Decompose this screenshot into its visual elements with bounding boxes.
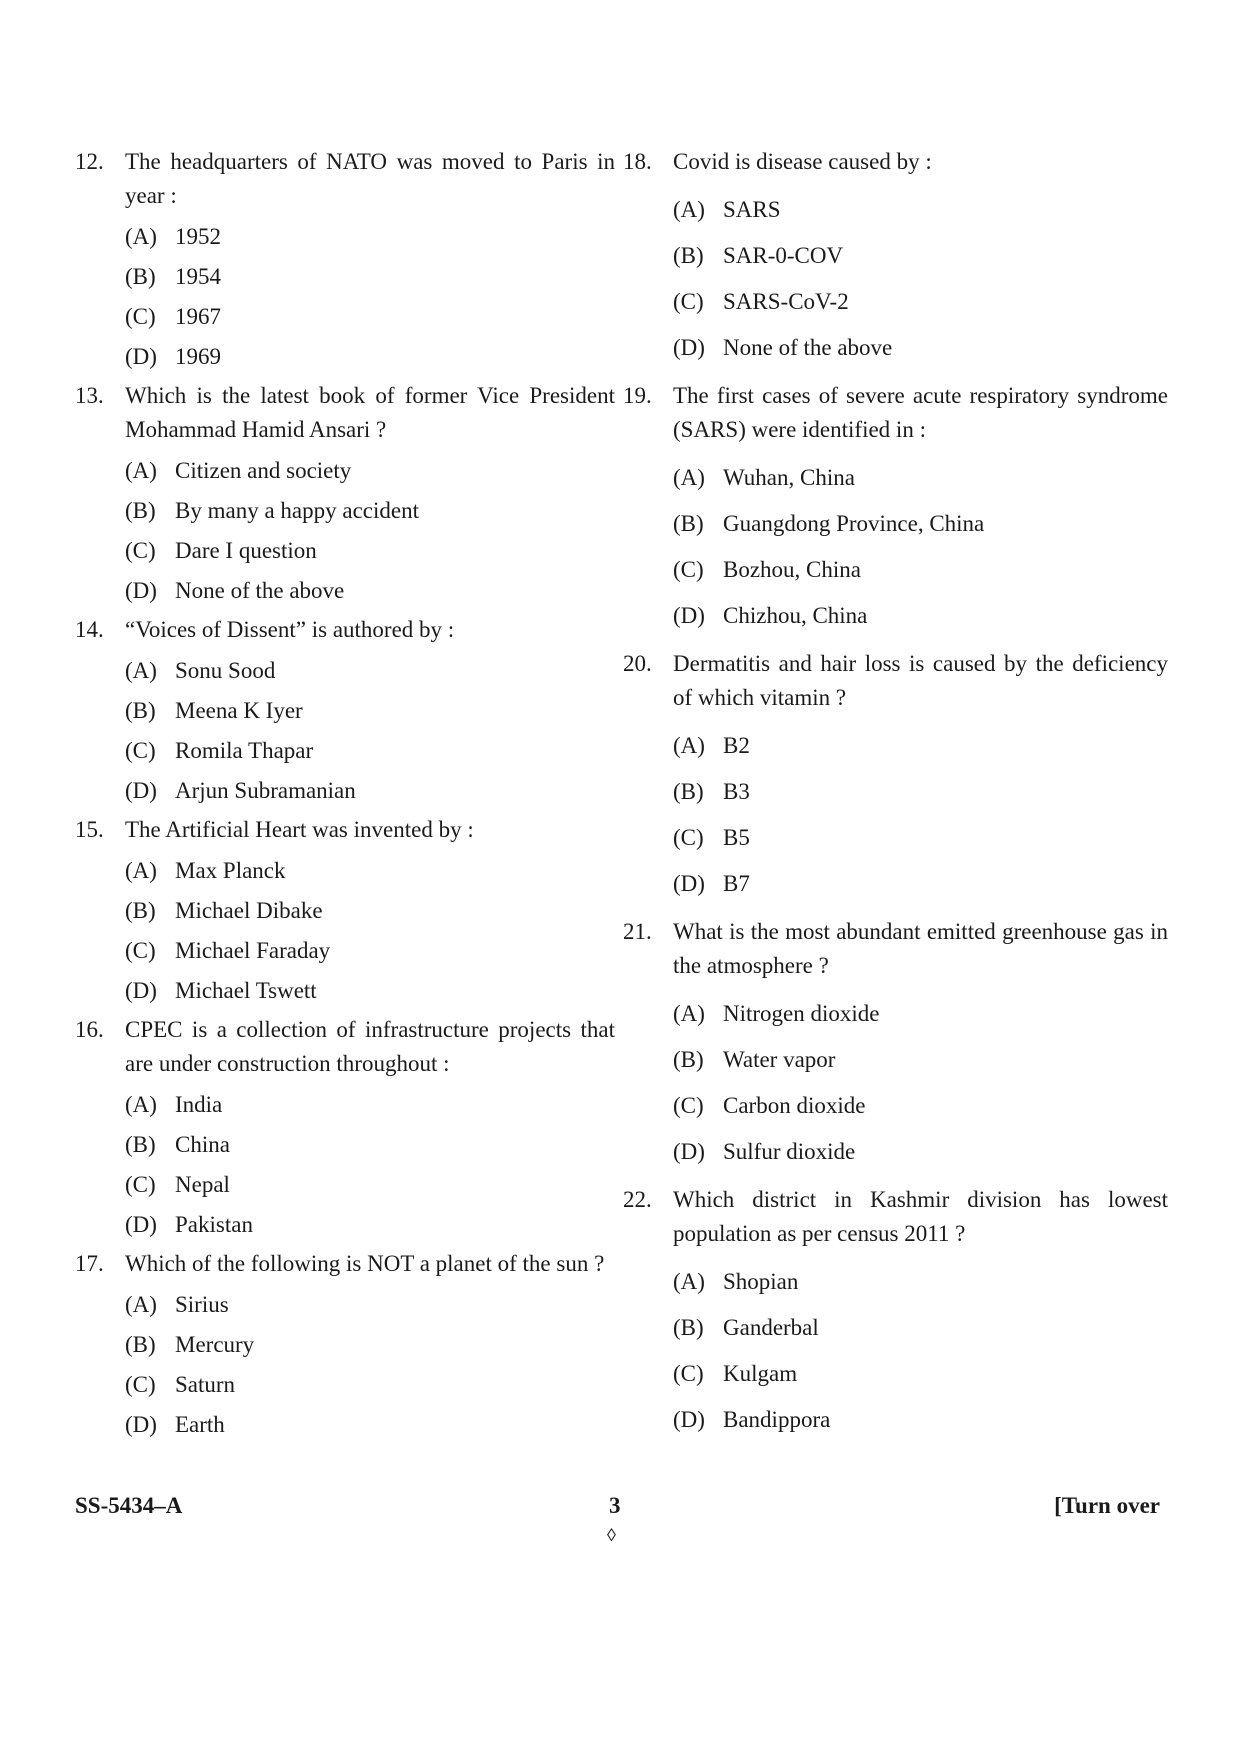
option-text: Earth [175,1412,225,1437]
option-label: (A) [673,733,705,758]
question-text: Which is the latest book of former Vice President Mohammad Hamid Ansari ? [125,383,615,442]
option-d [673,861,1168,907]
option-b [673,769,1168,815]
option-text: Shopian [723,1269,799,1294]
question-12 [75,145,615,377]
option-d [125,971,615,1011]
option-label: (D) [673,1407,705,1432]
option-label: (B) [673,1047,704,1072]
question-text: The Artificial Heart was invented by : [125,817,474,842]
option-label: (C) [673,1361,704,1386]
option-b [673,501,1168,547]
option-text: Sulfur dioxide [723,1139,856,1164]
option-text: Nepal [175,1172,230,1197]
option-text: Dare I question [175,538,317,563]
option-label: (C) [673,557,704,582]
option-label: (A) [673,1001,705,1026]
question-17 [75,1247,615,1445]
question-text: Which district in Kashmir division has lowest population as per census 2011 ? [673,1187,1168,1246]
option-c [673,279,1168,325]
option-label: (C) [673,289,704,314]
paper-code: SS-5434–A [75,1493,183,1518]
option-b [125,691,615,731]
question-number: 21. [623,919,652,944]
option-text: None of the above [175,578,345,603]
option-label: (A) [125,858,157,883]
turn-over-label: [Turn over [1054,1493,1160,1518]
question-number: 17. [75,1251,104,1276]
question-22 [623,1183,1168,1443]
option-label: (D) [125,344,157,369]
option-text: 1954 [175,264,221,289]
option-list [623,991,1168,1175]
option-label: (C) [673,825,704,850]
option-label: (C) [125,1172,156,1197]
option-label: (C) [125,538,156,563]
option-text: Kulgam [723,1361,798,1386]
option-a [125,651,615,691]
option-b [125,891,615,931]
question-number: 15. [75,817,104,842]
option-text: Saturn [175,1372,236,1397]
option-c [673,815,1168,861]
option-label: (C) [125,1372,156,1397]
question-18 [623,145,1168,371]
option-text: Ganderbal [723,1315,819,1340]
option-text: Chizhou, China [723,603,868,628]
option-label: (B) [125,498,156,523]
option-c [125,531,615,571]
option-a [673,187,1168,233]
option-text: Michael Faraday [175,938,331,963]
question-number: 12. [75,149,104,174]
question-text: The headquarters of NATO was moved to Paris in year : [125,149,615,208]
option-label: (B) [125,264,156,289]
question-text: Which of the following is NOT a planet of the sun ? [125,1251,605,1276]
question-13 [75,379,615,611]
option-a [125,1085,615,1125]
option-text: Pakistan [175,1212,253,1237]
option-label: (D) [125,1412,157,1437]
option-label: (D) [125,578,157,603]
option-c [673,1083,1168,1129]
option-text: China [175,1132,230,1157]
option-text: Max Planck [175,858,286,883]
option-text: Citizen and society [175,458,352,483]
option-list [623,187,1168,371]
option-label: (A) [125,658,157,683]
option-text: Water vapor [723,1047,836,1072]
question-number: 18. [623,149,652,174]
option-text: Michael Dibake [175,898,323,923]
option-text: 1952 [175,224,221,249]
question-15 [75,813,615,1011]
option-a [673,723,1168,769]
option-list [75,451,615,611]
option-b [125,1325,615,1365]
option-text: SAR-0-COV [723,243,844,268]
option-label: (A) [125,224,157,249]
option-text: Bandippora [723,1407,831,1432]
option-label: (A) [125,458,157,483]
option-a [673,991,1168,1037]
option-label: (B) [125,898,156,923]
option-label: (A) [673,197,705,222]
option-text: B7 [723,871,750,896]
option-label: (B) [673,779,704,804]
option-label: (B) [673,243,704,268]
option-text: SARS [723,197,781,222]
option-text: Sonu Sood [175,658,276,683]
option-text: Wuhan, China [723,465,855,490]
option-text: 1969 [175,344,221,369]
option-list [75,1285,615,1445]
question-number: 13. [75,383,104,408]
option-b [125,257,615,297]
option-b [673,233,1168,279]
option-text: SARS-CoV-2 [723,289,849,314]
option-text: 1967 [175,304,221,329]
option-b [125,1125,615,1165]
option-a [673,455,1168,501]
option-label: (A) [673,465,705,490]
option-d [125,337,615,377]
option-text: B2 [723,733,750,758]
question-text: Dermatitis and hair loss is caused by the deficiency of which vitamin ? [673,651,1168,710]
diamond-icon: ◊ [607,1525,616,1545]
option-text: B5 [723,825,750,850]
option-label: (B) [673,1315,704,1340]
option-text: Romila Thapar [175,738,314,763]
option-text: Nitrogen dioxide [723,1001,880,1026]
option-c [125,1165,615,1205]
option-d [673,1129,1168,1175]
option-c [125,731,615,771]
page-number: 3 [609,1493,621,1518]
question-number: 20. [623,651,652,676]
question-text: What is the most abundant emitted greenhouse gas in the atmosphere ? [673,919,1168,978]
option-label: (D) [673,1139,705,1164]
option-text: Michael Tswett [175,978,317,1003]
option-label: (A) [673,1269,705,1294]
option-label: (B) [125,698,156,723]
option-label: (B) [125,1132,156,1157]
option-c [125,297,615,337]
question-number: 14. [75,617,104,642]
option-label: (C) [125,938,156,963]
option-a [125,217,615,257]
option-list [623,723,1168,907]
option-label: (D) [673,603,705,628]
option-label: (B) [673,511,704,536]
option-text: Arjun Subramanian [175,778,356,803]
option-c [673,547,1168,593]
question-number: 22. [623,1187,652,1212]
option-label: (A) [125,1292,157,1317]
option-label: (A) [125,1092,157,1117]
question-20 [623,647,1168,907]
option-text: Bozhou, China [723,557,861,582]
option-d [125,1405,615,1445]
option-label: (C) [673,1093,704,1118]
option-text: India [175,1092,223,1117]
option-text: Carbon dioxide [723,1093,866,1118]
question-19 [623,379,1168,639]
option-text: B3 [723,779,750,804]
question-text: CPEC is a collection of infrastructure projects that are under construction throughout : [125,1017,615,1076]
option-c [125,931,615,971]
option-label: (D) [125,1212,157,1237]
option-text: Sirius [175,1292,229,1317]
option-a [125,1285,615,1325]
option-c [125,1365,615,1405]
option-d [125,571,615,611]
option-label: (D) [125,778,157,803]
option-d [673,593,1168,639]
right-column [623,145,1168,1451]
option-b [673,1037,1168,1083]
question-number: 16. [75,1017,104,1042]
question-21 [623,915,1168,1175]
question-14 [75,613,615,811]
option-text: Meena K Iyer [175,698,303,723]
option-label: (D) [673,335,705,360]
option-list [75,217,615,377]
option-text: None of the above [723,335,893,360]
question-text: The first cases of severe acute respiratory syndrome (SARS) were identified in : [673,383,1168,442]
option-a [125,451,615,491]
option-list [623,455,1168,639]
option-label: (B) [125,1332,156,1357]
option-c [673,1351,1168,1397]
option-list [75,1085,615,1245]
question-text: “Voices of Dissent” is authored by : [125,617,455,642]
option-d [125,1205,615,1245]
question-number: 19. [623,383,652,408]
option-d [125,771,615,811]
option-b [125,491,615,531]
option-d [673,325,1168,371]
option-text: Mercury [175,1332,255,1357]
option-a [673,1259,1168,1305]
option-label: (C) [125,738,156,763]
question-text: Covid is disease caused by : [673,149,932,174]
question-16 [75,1013,615,1245]
option-label: (C) [125,304,156,329]
option-list [75,851,615,1011]
option-list [623,1259,1168,1443]
option-b [673,1305,1168,1351]
left-column [75,145,615,1447]
option-list [75,651,615,811]
option-d [673,1397,1168,1443]
option-label: (D) [673,871,705,896]
option-text: Guangdong Province, China [723,511,985,536]
option-label: (D) [125,978,157,1003]
option-text: By many a happy accident [175,498,419,523]
option-a [125,851,615,891]
